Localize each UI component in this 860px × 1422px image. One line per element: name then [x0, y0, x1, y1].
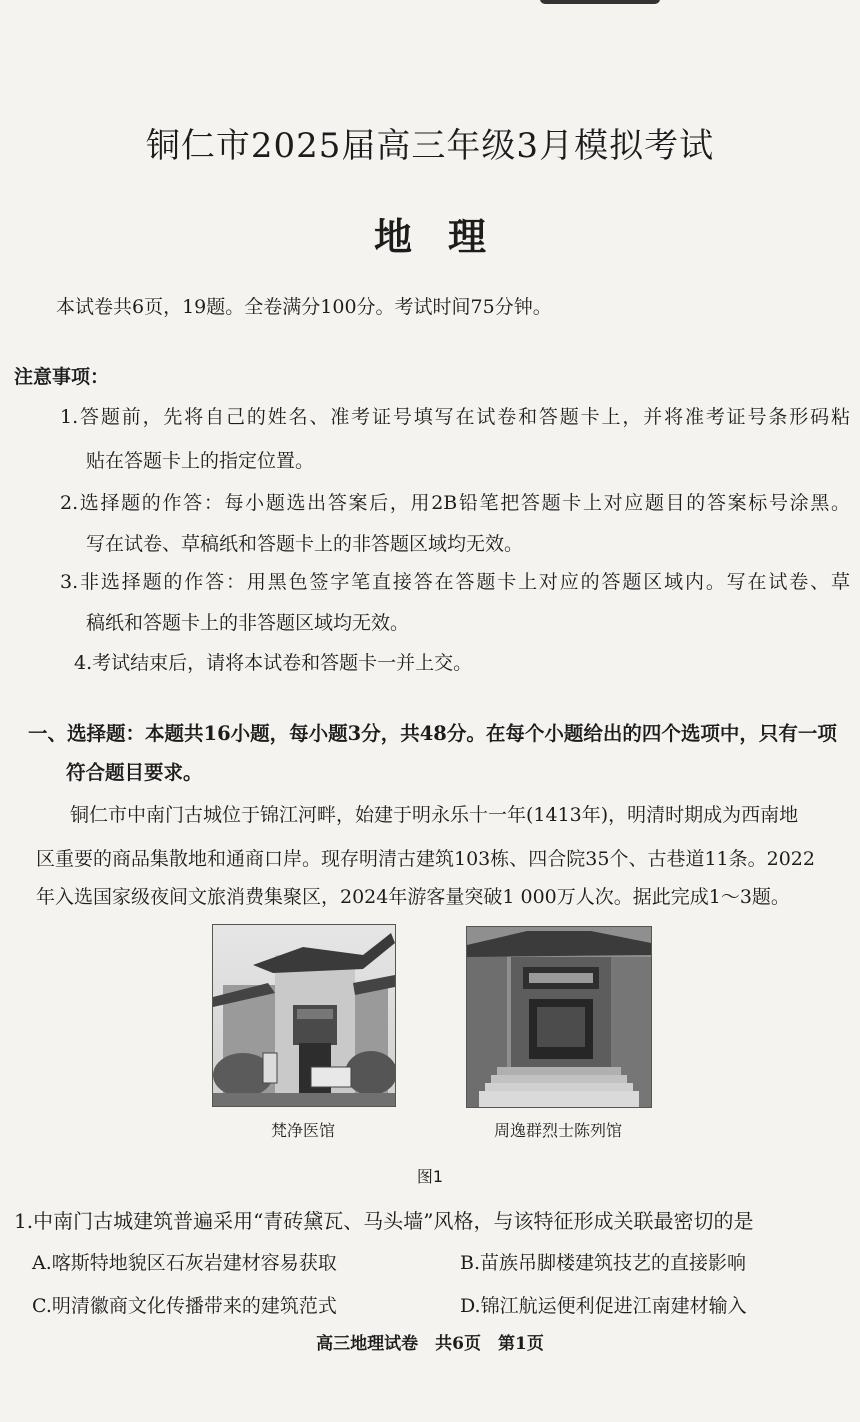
note-3-line1: 3.非选择题的作答：用黑色签字笔直接答在答题卡上对应的答题区域内。写在试卷、草 — [60, 571, 850, 593]
option-a: A.喀斯特地貌区石灰岩建材容易获取 — [32, 1252, 337, 1274]
subject-title: 地理 — [373, 214, 522, 259]
option-d: D.锦江航运便利促进江南建材输入 — [460, 1295, 747, 1317]
option-c: C.明清徽商文化传播带来的建筑范式 — [32, 1295, 337, 1317]
note-3-line2: 稿纸和答题卡上的非答题区域均无效。 — [86, 612, 410, 634]
scan-mark — [540, 0, 660, 4]
question-1-stem: 1.中南门古城建筑普遍采用“青砖黛瓦、马头墙”风格，与该特征形成关联最密切的是 — [14, 1209, 754, 1233]
note-2-line2: 写在试卷、草稿纸和答题卡上的非答题区域均无效。 — [86, 533, 524, 555]
page-footer: 高三地理试卷 共6页 第1页 — [316, 1334, 544, 1354]
note-1-line2: 贴在答题卡上的指定位置。 — [86, 450, 315, 472]
exam-intro: 本试卷共6页，19题。全卷满分100分。考试时间75分钟。 — [56, 296, 552, 318]
notes-heading: 注意事项： — [14, 366, 110, 388]
option-b: B.苗族吊脚楼建筑技艺的直接影响 — [460, 1252, 747, 1274]
passage-line-2: 区重要的商品集散地和通商口岸。现存明清古建筑103栋、四合院35个、古巷道11条。2022 — [36, 848, 815, 870]
section1-heading-cont: 符合题目要求。 — [66, 761, 203, 784]
note-4-line1: 4.考试结束后，请将本试卷和答题卡一并上交。 — [74, 652, 473, 674]
note-2-line1: 2.选择题的作答：每小题选出答案后，用2B铅笔把答题卡上对应题目的答案标号涂黑。 — [60, 492, 850, 514]
section1-heading: 一、选择题：本题共16小题，每小题3分，共48分。在每个小题给出的四个选项中，只有一项 — [28, 722, 837, 745]
photo-zhou-yiqun-memorial — [466, 926, 652, 1108]
caption-right: 周逸群烈士陈列馆 — [493, 1121, 622, 1140]
note-1-line1: 1.答题前，先将自己的姓名、准考证号填写在试卷和答题卡上，并将准考证号条形码粘 — [60, 406, 850, 428]
passage-line-1: 铜仁市中南门古城位于锦江河畔，始建于明永乐十一年(1413年)，明清时期成为西南地 — [70, 804, 799, 826]
caption-left: 梵净医馆 — [270, 1121, 335, 1140]
passage-line-3: 年入选国家级夜间文旅消费集聚区，2024年游客量突破1 000万人次。据此完成1～3题。 — [36, 886, 790, 908]
exam-title: 铜仁市2025届高三年级3月模拟考试 — [145, 126, 715, 166]
figure-label: 图1 — [416, 1167, 444, 1186]
photo-fanjing-clinic — [212, 924, 396, 1107]
